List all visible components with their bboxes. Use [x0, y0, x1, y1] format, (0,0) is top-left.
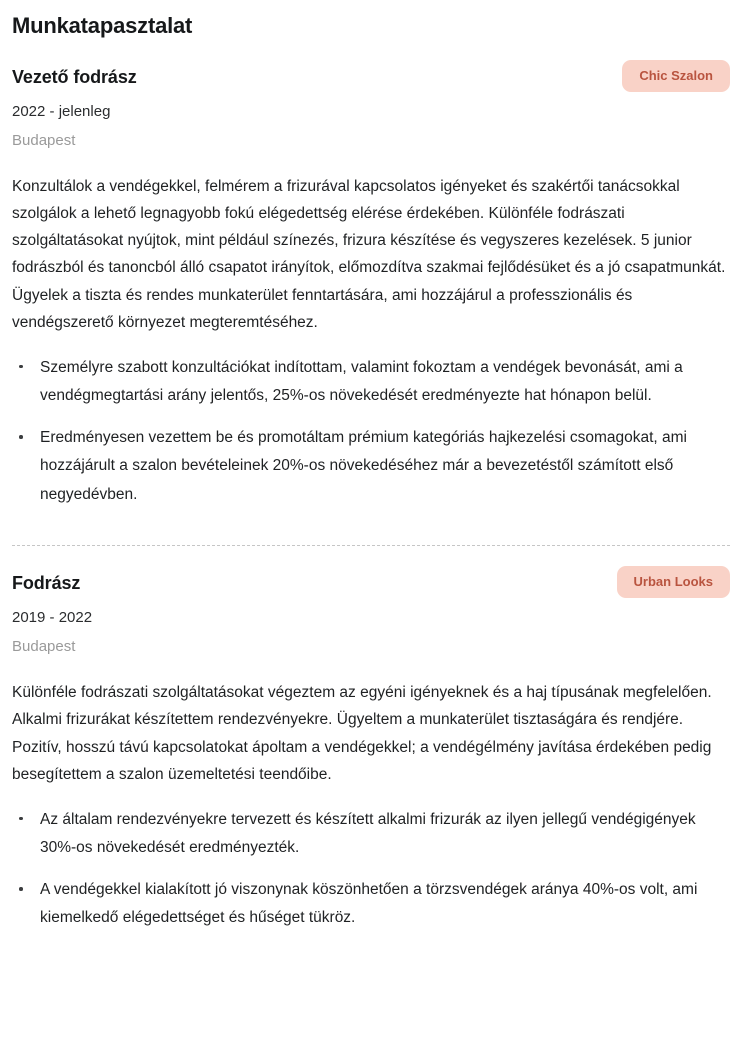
- list-item: A vendégekkel kialakított jó viszonynak köszönhetően a törzsvendégek aránya 40%-os volt, ami kiemelkedő elégedettséget és hűséget tükröz.: [12, 876, 730, 932]
- job-entry: [12, 40, 730, 509]
- job-dates: 2019 - 2022: [12, 608, 93, 626]
- job-description: Különféle fodrászati szolgáltatásokat végeztem az egyéni igényeknek és a haj típusának megfelelően. Alkalmi frizurákat készítettem rendezvényekre. Ügyeltem a munkaterület tisztaságára és rendjére. Pozitív, hosszú távú kapcsolatokat ápoltam a vendégekkel; a vendégélmény javítása érdekében pedig besegítettem a szalon üzemeltetési teendőibe.: [12, 684, 712, 783]
- job-header: [12, 572, 730, 598]
- page-title: Munkatapasztalat: [12, 13, 193, 38]
- company-badge: Urban Looks: [617, 566, 730, 598]
- list-item: Az általam rendezvényekre tervezett és készített alkalmi frizurák az ilyen jellegű vendégigények 30%-os növekedését eredményezték.: [12, 806, 730, 862]
- job-header: [12, 66, 730, 92]
- job-location: Budapest: [12, 131, 76, 149]
- job-title: Vezető fodrász: [12, 66, 137, 87]
- company-badge: Chic Szalon: [622, 60, 730, 92]
- job-title: Fodrász: [12, 572, 81, 593]
- job-entry: [12, 546, 730, 933]
- job-dates: 2022 - jelenleg: [12, 102, 111, 120]
- list-item: Személyre szabott konzultációkat indítottam, valamint fokoztam a vendégek bevonását, ami a vendégmegtartási arány jelentős, 25%-os növekedését eredményezte hat hónapon belül.: [12, 354, 730, 410]
- job-description: Konzultálok a vendégekkel, felmérem a frizurával kapcsolatos igényeket és szakértői tanácsokkal szolgálok a lehető legnagyobb fokú elégedettség elérése érdekében. Különféle fodrászati szolgáltatásokat nyújtok, mint például színezés, frizura készítése és vegyszeres kezelések. 5 junior fodrászból és tanoncból álló csapatot irányítok, előmozdítva szakmai fejlődésüket és a jó csapatmunkát. Ügyelek a tiszta és rendes munkaterület fenntartására, ami hozzájárul a professzionális és vendégszerető környezet megteremtéséhez.: [12, 178, 726, 331]
- job-highlights-list: [12, 336, 730, 509]
- job-location: Budapest: [12, 638, 76, 656]
- job-highlights-list: [12, 788, 730, 933]
- list-item: Eredményesen vezettem be és promotáltam prémium kategóriás hajkezelési csomagokat, ami hozzájárult a szalon bevételeinek 20%-os növekedéséhez már a bevezetéstől számított első negyedévben.: [12, 424, 730, 509]
